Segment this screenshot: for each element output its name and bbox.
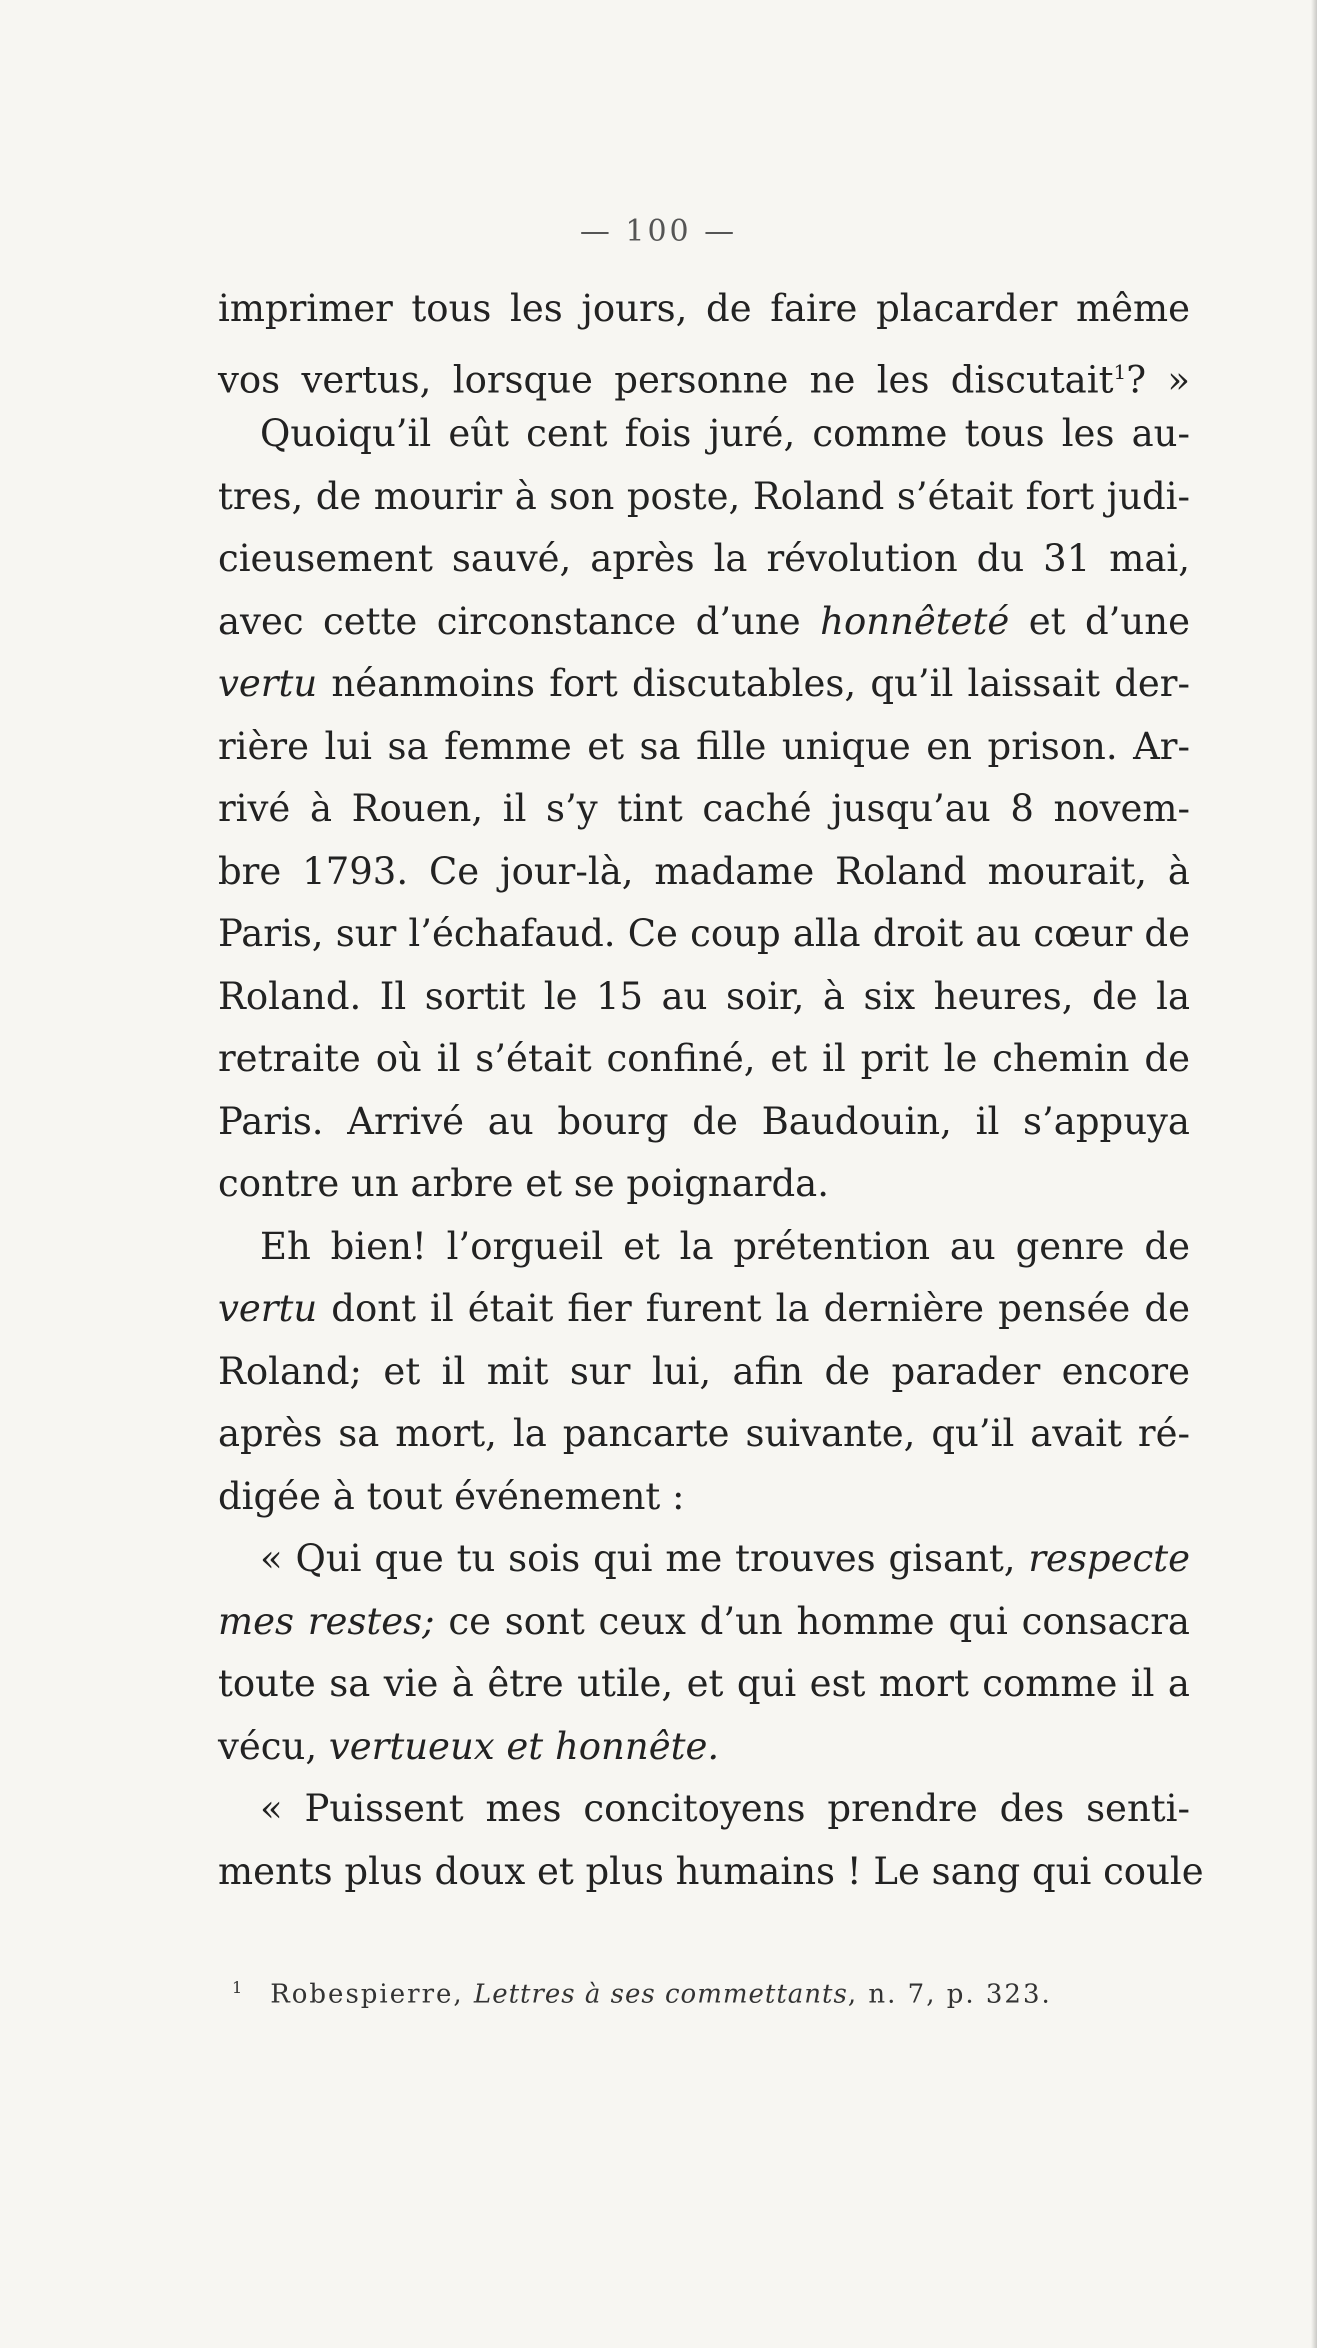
italic-text: respecte bbox=[1028, 1537, 1190, 1580]
line-text: dont il était fier furent la dernière pensée de bbox=[317, 1287, 1190, 1330]
footnote-mark: 1 bbox=[232, 1978, 245, 1997]
text-line bbox=[218, 841, 1190, 904]
text-line bbox=[218, 653, 1190, 716]
line-text: après sa mort, la pancarte suivante, qu’il avait ré- bbox=[218, 1412, 1190, 1455]
text-line bbox=[218, 1653, 1190, 1716]
text-line bbox=[218, 1028, 1190, 1091]
line-text: rière lui sa femme et sa fille unique en prison. Ar- bbox=[218, 724, 1190, 768]
footnote-reference: 1 bbox=[1113, 359, 1127, 384]
line-text: cieusement sauvé, après la révolution du 31 mai, bbox=[218, 537, 1190, 580]
line-text: et d’une bbox=[1009, 599, 1190, 643]
italic-text: vertu bbox=[218, 662, 318, 705]
line-text: « Puissent mes concitoyens prendre des senti- bbox=[260, 1787, 1190, 1830]
body-text bbox=[218, 278, 1204, 1903]
text-line bbox=[218, 278, 1190, 341]
text-line bbox=[218, 1341, 1190, 1404]
line-text: Quoiqu’il eût cent fois juré, comme tous les au- bbox=[260, 412, 1190, 455]
italic-text: vertu bbox=[218, 1287, 318, 1330]
line-text: retraite où il s’était confiné, et il prit le chemin de bbox=[218, 1037, 1190, 1080]
line-text: avec cette circonstance d’une bbox=[218, 599, 821, 643]
line-text: vos vertus, lorsque personne ne les discutait bbox=[218, 357, 1114, 401]
text-line bbox=[218, 1403, 1190, 1466]
paragraph-start-line bbox=[218, 1778, 1190, 1841]
line-text: Roland; et il mit sur lui, afin de parader encore bbox=[218, 1349, 1190, 1393]
italic-text: vertueux et honnête. bbox=[328, 1724, 720, 1768]
text-line bbox=[218, 966, 1190, 1029]
paragraph-start-line bbox=[218, 1528, 1190, 1591]
text-line bbox=[218, 466, 1190, 529]
text-line bbox=[218, 716, 1190, 779]
line-text: toute sa vie à être utile, et qui est mort comme il a bbox=[218, 1662, 1190, 1705]
paragraph-start-line bbox=[218, 403, 1190, 466]
italic-text: mes restes; bbox=[218, 1599, 435, 1643]
italic-text: honnêteté bbox=[820, 599, 1010, 643]
footnote-author: Robespierre, bbox=[270, 1979, 474, 2010]
line-text: Roland. Il sortit le 15 au soir, à six heures, de la bbox=[218, 974, 1190, 1018]
text-line bbox=[218, 341, 1190, 404]
text-line bbox=[218, 591, 1190, 654]
line-text: digée à tout événement : bbox=[218, 1474, 685, 1518]
line-text: ce sont ceux d’un homme qui consacra bbox=[434, 1599, 1190, 1643]
line-text: rivé à Rouen, il s’y tint caché jusqu’au 8 novem- bbox=[218, 787, 1190, 830]
page-number: — 100 — bbox=[579, 214, 738, 249]
text-line bbox=[218, 903, 1190, 966]
footnote bbox=[232, 1978, 1052, 2010]
text-line bbox=[218, 1278, 1190, 1341]
line-text: tres, de mourir à son poste, Roland s’était fort judi- bbox=[218, 474, 1190, 518]
paragraph-end-line bbox=[218, 1153, 1190, 1216]
line-text: contre un arbre et se poignarda. bbox=[218, 1162, 829, 1205]
text-line bbox=[218, 528, 1190, 591]
page-edge-shadow bbox=[1311, 0, 1317, 2348]
line-text: Paris. Arrivé au bourg de Baudouin, il s’appuya bbox=[218, 1099, 1190, 1143]
paragraph-end-line bbox=[218, 1466, 1190, 1529]
paragraph-end-line bbox=[218, 1716, 1190, 1779]
line-text: ments plus doux et plus humains ! Le sang qui coule bbox=[218, 1849, 1204, 1893]
text-line bbox=[218, 778, 1190, 841]
line-text: Eh bien! l’orgueil et la prétention au genre de bbox=[260, 1224, 1190, 1268]
text-line bbox=[218, 1841, 1204, 1904]
line-text: « Qui que tu sois qui me trouves gisant, bbox=[260, 1537, 1029, 1580]
line-text: Paris, sur l’échafaud. Ce coup alla droit au cœur de bbox=[218, 912, 1190, 955]
footnote-title: Lettres à ses commettants bbox=[473, 1979, 848, 2010]
line-text: bre 1793. Ce jour-là, madame Roland mourait, à bbox=[218, 849, 1190, 893]
footnote-citation: , n. 7, p. 323. bbox=[847, 1979, 1052, 2010]
line-text: ? » bbox=[1126, 357, 1190, 401]
text-line bbox=[218, 1591, 1190, 1654]
line-text: néanmoins fort discutables, qu’il laissait der- bbox=[317, 662, 1190, 705]
line-text: vécu, bbox=[218, 1724, 329, 1768]
line-text: imprimer tous les jours, de faire placarder même bbox=[218, 287, 1190, 330]
text-line bbox=[218, 1091, 1190, 1154]
paragraph-start-line bbox=[218, 1216, 1190, 1279]
